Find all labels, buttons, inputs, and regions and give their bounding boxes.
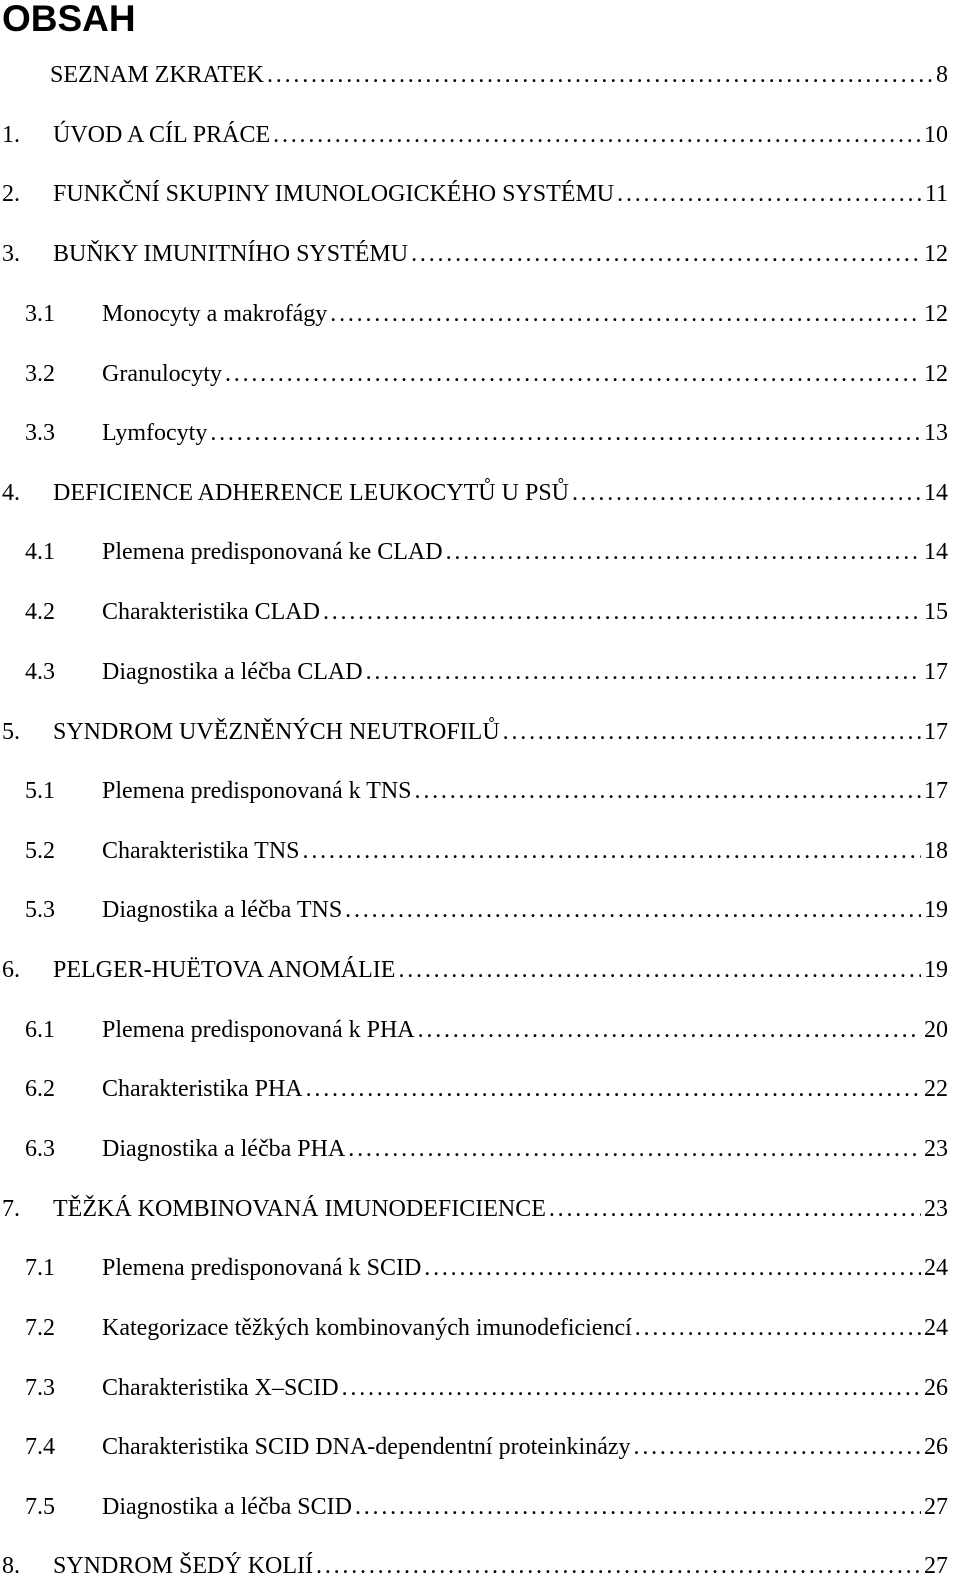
toc-entry-title: Charakteristika TNS <box>102 838 300 864</box>
toc-entry-title: Plemena predisponovaná k SCID <box>102 1255 422 1281</box>
toc-leader-dots <box>503 712 921 752</box>
toc-entry-title: SYNDROM ŠEDÝ KOLIÍ <box>53 1553 314 1579</box>
toc-leader-dots <box>411 234 921 274</box>
toc-entry-number: 5. <box>2 719 20 745</box>
toc-entry-number: 3.1 <box>25 301 55 327</box>
toc-entry[interactable] <box>25 1069 948 1109</box>
toc-entry-number: 6.1 <box>25 1017 55 1043</box>
toc-leader-dots <box>345 890 921 930</box>
toc-entry-number: 7.2 <box>25 1315 55 1341</box>
toc-entry-number: 4.1 <box>25 539 55 565</box>
toc-entry-number: 7.4 <box>25 1434 55 1460</box>
toc-leader-dots <box>273 115 921 155</box>
toc-entry-title: Plemena predisponovaná k TNS <box>102 778 412 804</box>
toc-entry-title: ÚVOD A CÍL PRÁCE <box>53 122 271 148</box>
toc-entry[interactable] <box>25 1248 948 1288</box>
toc-entry-number: 3. <box>2 241 20 267</box>
toc-entry-page: 19 <box>924 897 948 923</box>
toc-entry-number: 7.3 <box>25 1375 55 1401</box>
toc-leader-dots <box>635 1308 921 1348</box>
toc-leader-dots <box>366 652 921 692</box>
toc-leader-dots <box>446 532 921 572</box>
toc-entry-number: 7.1 <box>25 1255 55 1281</box>
toc-entry-number: 6. <box>2 957 20 983</box>
toc-entry[interactable] <box>25 1308 948 1348</box>
toc-entry-number: 5.3 <box>25 897 55 923</box>
toc-leader-dots <box>617 174 922 214</box>
toc-entry-title: Diagnostika a léčba PHA <box>102 1136 346 1162</box>
toc-entry-page: 26 <box>924 1375 948 1401</box>
toc-entry[interactable] <box>2 234 948 274</box>
toc-entry-title: PELGER-HUËTOVA ANOMÁLIE <box>53 957 396 983</box>
toc-entry[interactable] <box>25 771 948 811</box>
toc-entry-page: 17 <box>924 778 948 804</box>
toc-entry[interactable] <box>2 473 948 513</box>
toc-entry[interactable] <box>2 1189 948 1229</box>
toc-leader-dots <box>323 592 921 632</box>
toc-entry-page: 23 <box>924 1196 948 1222</box>
toc-leader-dots <box>549 1189 921 1229</box>
toc-leader-dots <box>398 950 921 990</box>
toc-entry-number: 7. <box>2 1196 20 1222</box>
toc-entry-number: 4. <box>2 480 20 506</box>
toc-entry-page: 14 <box>924 480 948 506</box>
toc-entry-number: 1. <box>2 122 20 148</box>
toc-leader-dots <box>330 294 921 334</box>
toc-entry-title: DEFICIENCE ADHERENCE LEUKOCYTŮ U PSŮ <box>53 480 569 506</box>
toc-entry-page: 19 <box>924 957 948 983</box>
toc-entry-number: 5.1 <box>25 778 55 804</box>
toc-entry-title: Diagnostika a léčba CLAD <box>102 659 363 685</box>
toc-leader-dots <box>267 55 933 95</box>
toc-entry[interactable] <box>25 1368 948 1408</box>
toc-entry-number: 6.2 <box>25 1076 55 1102</box>
toc-entry-number: 5.2 <box>25 838 55 864</box>
toc-entry-title: Plemena predisponovaná ke CLAD <box>102 539 443 565</box>
toc-leader-dots <box>210 413 921 453</box>
toc-entry-title: TĚŽKÁ KOMBINOVANÁ IMUNODEFICIENCE <box>53 1196 546 1222</box>
toc-entry-page: 17 <box>924 659 948 685</box>
toc-leader-dots <box>342 1368 921 1408</box>
toc-entry[interactable] <box>50 55 948 95</box>
toc-leader-dots <box>424 1248 921 1288</box>
toc-entry-title: Charakteristika X–SCID <box>102 1375 339 1401</box>
toc-entry-title: Diagnostika a léčba TNS <box>102 897 343 923</box>
toc-entry-page: 12 <box>924 301 948 327</box>
toc-entry-title: SYNDROM UVĚZNĚNÝCH NEUTROFILŮ <box>53 719 500 745</box>
toc-entry-page: 10 <box>924 122 948 148</box>
toc-entry-title: FUNKČNÍ SKUPINY IMUNOLOGICKÉHO SYSTÉMU <box>53 181 615 207</box>
toc-entry[interactable] <box>25 831 948 871</box>
toc-entry[interactable] <box>2 712 948 752</box>
toc-leader-dots <box>303 831 921 871</box>
toc-entry-number: 2. <box>2 181 20 207</box>
toc-leader-dots <box>316 1546 921 1586</box>
toc-entry-title: Plemena predisponovaná k PHA <box>102 1017 415 1043</box>
toc-entry-page: 23 <box>924 1136 948 1162</box>
toc-entry-title: Diagnostika a léčba SCID <box>102 1494 352 1520</box>
toc-entry-title: Granulocyty <box>102 361 222 387</box>
toc-leader-dots <box>415 771 921 811</box>
toc-entry[interactable] <box>25 1010 948 1050</box>
toc-entry-title: SEZNAM ZKRATEK <box>50 62 264 88</box>
toc-leader-dots <box>225 354 921 394</box>
toc-entry-title: BUŇKY IMUNITNÍHO SYSTÉMU <box>53 241 409 267</box>
toc-entry[interactable] <box>2 174 948 214</box>
toc-entry-page: 24 <box>924 1255 948 1281</box>
toc-entry[interactable] <box>25 652 948 692</box>
toc-entry[interactable] <box>25 890 948 930</box>
toc-entry-title: Monocyty a makrofágy <box>102 301 328 327</box>
toc-entry-number: 7.5 <box>25 1494 55 1520</box>
toc-leader-dots <box>572 473 921 513</box>
toc-entry-number: 8. <box>2 1553 20 1579</box>
toc-entry-page: 13 <box>924 420 948 446</box>
toc-entry[interactable] <box>25 413 948 453</box>
toc-entry[interactable] <box>2 115 948 155</box>
toc-entry-title: Charakteristika CLAD <box>102 599 320 625</box>
toc-entry[interactable] <box>2 950 948 990</box>
toc-entry-number: 4.3 <box>25 659 55 685</box>
toc-entry-page: 27 <box>924 1494 948 1520</box>
toc-entry-page: 14 <box>924 539 948 565</box>
toc-entry[interactable] <box>25 354 948 394</box>
toc-entry-page: 8 <box>936 62 948 88</box>
toc-entry-page: 27 <box>924 1553 948 1579</box>
toc-entry-number: 6.3 <box>25 1136 55 1162</box>
toc-entry[interactable] <box>25 1487 948 1527</box>
toc-entry-number: 3.3 <box>25 420 55 446</box>
toc-entry-number: 4.2 <box>25 599 55 625</box>
toc-entry[interactable] <box>25 1129 948 1169</box>
toc-entry-page: 11 <box>924 181 948 207</box>
toc-entry-page: 20 <box>924 1017 948 1043</box>
toc-entry-title: Charakteristika PHA <box>102 1076 303 1102</box>
toc-entry[interactable] <box>25 592 948 632</box>
toc-entry-page: 12 <box>924 241 948 267</box>
toc-entry-page: 18 <box>924 838 948 864</box>
toc-entry[interactable] <box>25 532 948 572</box>
toc-entry-page: 15 <box>924 599 948 625</box>
toc-leader-dots <box>418 1010 921 1050</box>
toc-entry[interactable] <box>25 294 948 334</box>
toc-entry[interactable] <box>25 1427 948 1467</box>
toc-entry-page: 12 <box>924 361 948 387</box>
toc-entry-title: Kategorizace těžkých kombinovaných imunodeficiencí <box>102 1315 632 1341</box>
toc-entry-number: 3.2 <box>25 361 55 387</box>
toc-leader-dots <box>306 1069 921 1109</box>
toc-entry-page: 22 <box>924 1076 948 1102</box>
toc-entry[interactable] <box>2 1546 948 1586</box>
toc-entry-title: Charakteristika SCID DNA-dependentní proteinkinázy <box>102 1434 631 1460</box>
toc-entry-page: 17 <box>924 719 948 745</box>
toc-leader-dots <box>355 1487 921 1527</box>
toc-leader-dots <box>634 1427 921 1467</box>
toc-leader-dots <box>348 1129 921 1169</box>
toc-heading: OBSAH <box>2 0 136 39</box>
toc-entry-title: Lymfocyty <box>102 420 208 446</box>
toc-entry-page: 24 <box>924 1315 948 1341</box>
toc-entry-page: 26 <box>924 1434 948 1460</box>
